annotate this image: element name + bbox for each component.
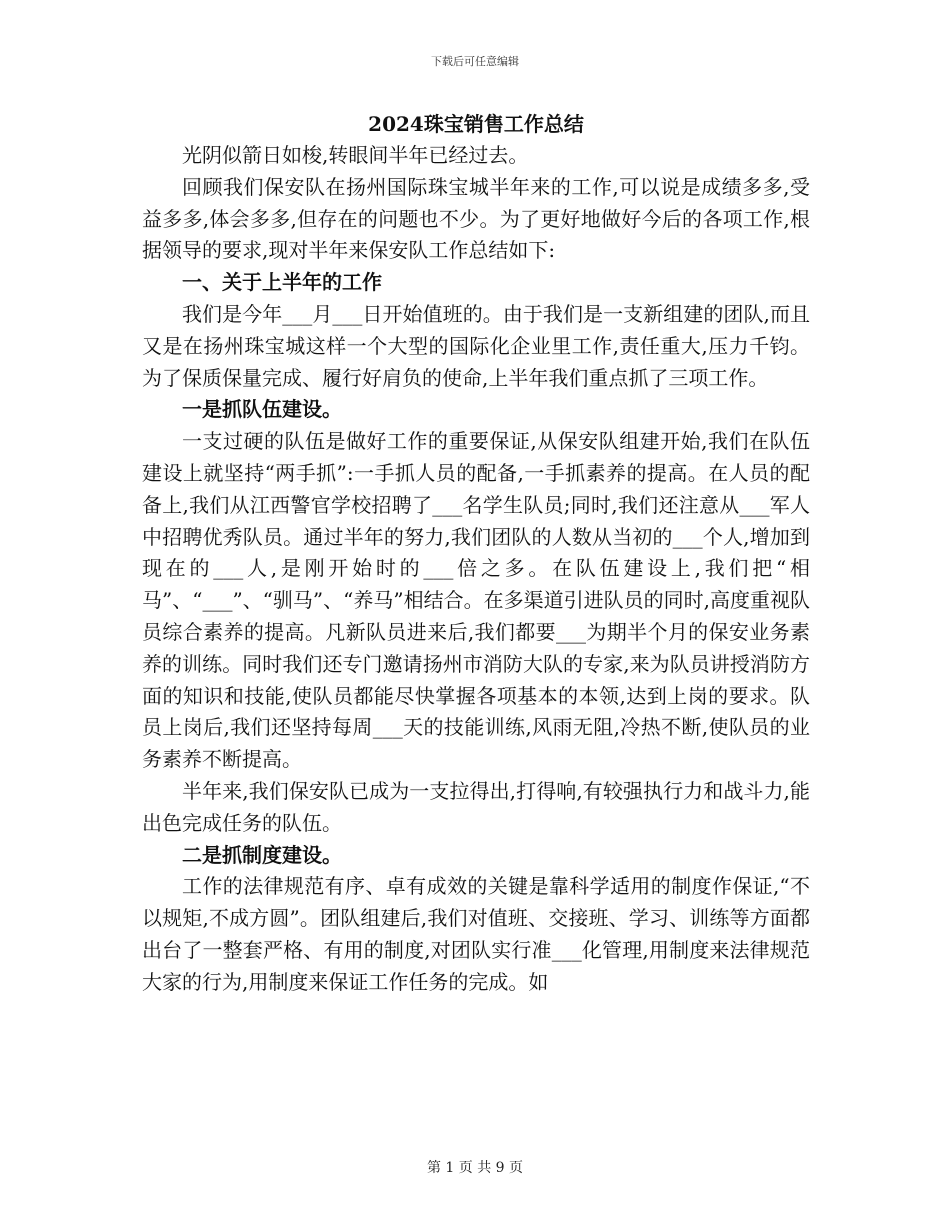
paragraph-review: 回顾我们保安队在扬州国际珠宝城半年来的工作,可以说是成绩多多,受益多多,体会多多,但存在的问题也不少。为了更好地做好今后的各项工作,根据领导的要求,现对半年来保安队工作总结如下:: [142, 174, 810, 263]
document-title: 2024珠宝销售工作总结: [368, 112, 584, 136]
header-note: 下载后可任意编辑: [431, 55, 519, 68]
section-heading-first-half: 一、关于上半年的工作: [182, 270, 382, 295]
paragraph-start-duty: 我们是今年___月___日开始值班的。由于我们是一支新组建的团队,而且又是在扬州珠宝城这样一个大型的国际化企业里工作,责任重大,压力千钧。为了保质保量完成、履行好肩负的使命,上半年我们重点抓了三项工作。: [142, 301, 810, 390]
subheading-team-building: 一是抓队伍建设。: [182, 397, 342, 422]
subheading-system-building: 二是抓制度建设。: [182, 842, 342, 867]
paragraph-half-year-result: 半年来,我们保安队已成为一支拉得出,打得响,有较强执行力和战斗力,能出色完成任务的队伍。: [142, 778, 810, 835]
page-number: 第 1 页 共 9 页: [426, 1160, 524, 1176]
paragraph-team-building: 一支过硬的队伍是做好工作的重要保证,从保安队组建开始,我们在队伍建设上就坚持“两手抓”:一手抓人员的配备,一手抓素养的提高。在人员的配备上,我们从江西警官学校招聘了___名学生队员;同时,我们还注意从___军人中招聘优秀队员。通过半年的努力,我们团队的人数从当初的___个人,增加到现在的___人,是刚开始时的___倍之多。在队伍建设上,我们把“相马”、“___”、“驯马”、“养马”相结合。在多渠道引进队员的同时,高度重视队员综合素养的提高。凡新队员进来后,我们都要___为期半个月的保安业务素养的训练。同时我们还专门邀请扬州市消防大队的专家,来为队员讲授消防方面的知识和技能,使队员都能尽快掌握各项基本的本领,达到上岗的要求。队员上岗后,我们还坚持每周___天的技能训练,风雨无阻,冷热不断,使队员的业务素养不断提高。: [142, 429, 810, 772]
document-body: [142, 108, 810, 999]
paragraph-system-building: 工作的法律规范有序、卓有成效的关键是靠科学适用的制度作保证,“不以规矩,不成方圆”。团队组建后,我们对值班、交接班、学习、训练等方面都出台了一整套严格、有用的制度,对团队实行准___化管理,用制度来法律规范大家的行为,用制度来保证工作任务的完成。如: [142, 874, 810, 994]
paragraph-intro: 光阴似箭日如梭,转眼间半年已经过去。: [182, 143, 529, 167]
